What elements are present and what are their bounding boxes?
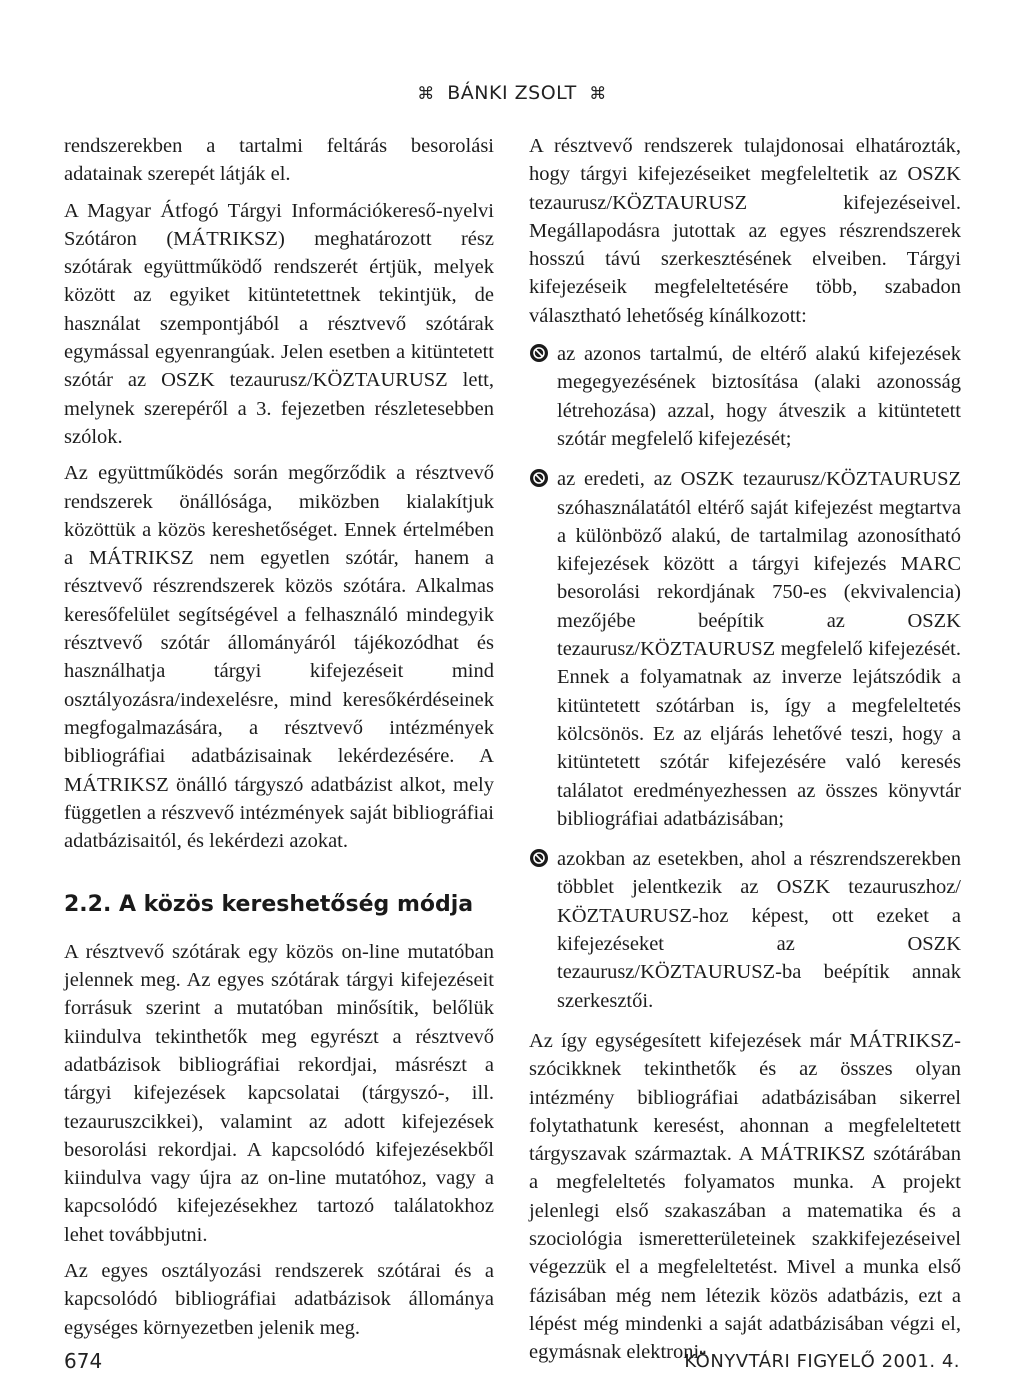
left-column — [64, 132, 494, 1344]
ornament-icon: ⌘ — [417, 84, 435, 104]
list-item-text: az azonos tartalmú, de eltérő alakú kifejezések megegyezésének biztosítása (alaki azonosság létrehozása) azzal, hogy átveszik a kitüntetett szótár megfelelő kifejezését; — [557, 343, 961, 450]
paragraph: A Magyar Átfogó Tárgyi Információkereső-nyelvi Szótáron (MÁTRIKSZ) meghatározott rész szótárak együttműködő rendszerét értjük, melyek között az egyiket kitüntetettnek tekintjük, de használat szempontjából a résztvevő szótárak egymással egyenrangúak. Jelen esetben a kitüntetett szótár az OSZK tezaurusz/KÖZTAURUSZ lett, melynek szerepéről a 3. fejezetben részletesebben szólok. — [64, 199, 494, 448]
list-item-text: az eredeti, az OSZK tezaurusz/KÖZTAURUSZ szóhasználatától eltérő saját kifejezést megtartva a különböző alakú, de tartalmilag azonosítható kifejezések között a tárgyi kifejezés MARC besorolási rekordjának 750-es (ekvivalencia) mezőjébe beépítik az OSZK tezaurusz/KÖZTAURUSZ megfelelő kifejezését. Ennek a folyamatnak az inverze lejátszódik a kitüntetett szótárban is, így a megfeleltetés kölcsönös. Ez az eljárás lehetővé teszi, hogy a kitüntetett szótár kifejezésére való keresés találatot eredményezhessen az összes könyvtár bibliográfiai adatbázisában; — [557, 468, 961, 830]
paragraph: Az így egységesített kifejezések már MÁTRIKSZ-szócikknek tekinthetők és az összes olyan intézmény bibliográfiai adatbázisában sikerrel folytathatunk keresést, ahonnan a megfeleltetett tárgyszavak származtak. A MÁTRIKSZ szótárában a megfeleltetés folyamatos munka. A projekt jelenlegi első szakaszában a matematika és a szociológia ismeretterületeinek szakkifejezéseivel végezzük el a megfeleltetést. Mivel a munka első fázisában még nem létezik közös adatbázis, ezt a lépést még mindenki a saját adatbázisában végzi el, egymásnak elektroni- — [529, 1029, 961, 1364]
bullet-icon — [529, 848, 549, 868]
list-item — [529, 340, 961, 453]
paragraph: A résztvevő szótárak egy közös on-line mutatóban jelennek meg. Az egyes szótárak tárgyi kifejezéseit forrásuk szerint a mutatóban minősítik, belőlük kiindulva tekinthetők meg egyrészt a résztvevő adatbázisok bibliográfiai rekordjai, másrészt a tárgyi kifejezések kapcsolatai (tárgyszó-, ill. tezauruszcikkei), valamint az adott kifejezések besorolási rekordjai. A kapcsolódó kifejezésekből kiindulva vagy újra az on-line mutatóhoz, vagy a kapcsolódó kifejezésekhez tartozó találatokhoz lehet továbbjutni. — [64, 940, 494, 1246]
right-column — [529, 132, 961, 1368]
paragraph: Az együttműködés során megőrződik a résztvevő rendszerek önállósága, miközben kialakítjuk közöttük a közös kereshetőséget. Ennek értelmében a MÁTRIKSZ nem egyetlen szótár, hanem a résztvevő részrendszerek közös szótára. Alkalmas keresőfelület segítségével a felhasználó mindegyik résztvevő szótár állományáról tájékozódhat és használhatja tárgyi kifejezéseit mind osztályozásra/indexelésre, mind keresőkérdéseinek megfogalmazására, a résztvevő intézmények bibliográfiai adatbázisainak lekérdezésére. A MÁTRIKSZ önálló tárgyszó adatbázist alkot, mely független a részvevő intézmények saját bibliográfiai adatbázisaitól, és lekérdezi azokat. — [64, 462, 494, 853]
author-name: BÁNKI ZSOLT — [447, 82, 577, 104]
list-item-text: azokban az esetekben, ahol a részrendszerekben többlet jelentkezik az OSZK tezauruszhoz/ KÖZTAURUSZ-hoz képest, ott ezeket a kifejezéseket az OSZK tezaurusz/KÖZTAURUSZ-ba beépítik annak szerkesztői. — [557, 848, 961, 1012]
ornament-icon: ⌘ — [589, 84, 607, 104]
list-item — [529, 845, 961, 1015]
journal-title: KÖNYVTÁRI FIGYELŐ 2001. 4. — [684, 1351, 960, 1372]
running-header — [0, 82, 1024, 104]
paragraph: Az egyes osztályozási rendszerek szótárai és a kapcsolódó bibliográfiai adatbázisok állománya egységes környezetben jelenik meg. — [64, 1259, 494, 1339]
bullet-icon — [529, 343, 549, 363]
paragraph: A résztvevő rendszerek tulajdonosai elhatározták, hogy tárgyi kifejezéseiket megfeleltetik az OSZK tezaurusz/KÖZTAURUSZ kifejezéseivel. Megállapodásra jutottak az egyes részrendszerek hosszú távú szerkesztésének elveiben. Tárgyi kifejezéseik megfeleltetésére több, szabadon választható lehetőség kínálkozott: — [529, 135, 961, 327]
page-number: 674 — [64, 1349, 103, 1373]
paragraph: rendszerekben a tartalmi feltárás besorolási adatainak szerepét látják el. — [64, 135, 494, 186]
bullet-list — [529, 340, 961, 1015]
bullet-icon — [529, 468, 549, 488]
list-item — [529, 465, 961, 833]
section-heading: 2.2. A közös kereshetőség módja — [64, 892, 474, 918]
